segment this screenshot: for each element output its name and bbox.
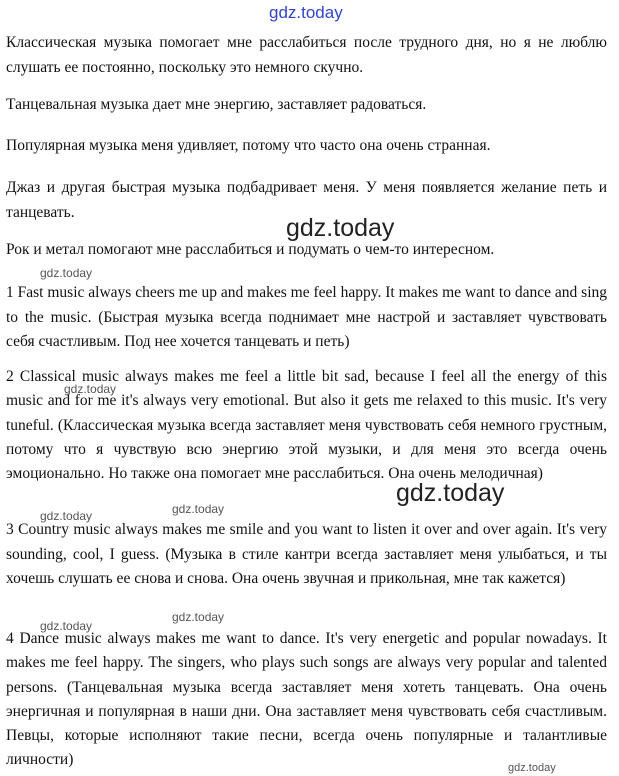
paragraph-classical-ru: Классическая музыка помогает мне расслабиться после трудного дня, но я не люблю слушать ее постоянно, поскольку это немного скучно. <box>6 34 607 76</box>
paragraph-jazz-ru: Джаз и другая быстрая музыка подбадривает меня. У меня появляется желание петь и танцевать. <box>6 179 607 221</box>
watermark-large-2: gdz.today <box>396 479 505 507</box>
watermark-small-3: gdz.today <box>40 509 93 523</box>
watermark-small-2: gdz.today <box>64 382 117 396</box>
paragraph-item-2: 2 Classical music always makes me feel a little bit sad, because I feel all the energy of this music and for me it's always very emotional. But also it gets me relaxed to this music. It's very tuneful. (Классическая музыка всегда заставляет меня чувствовать себя немного грустным, потому что я чувствую всю энергию этой музыки, и для меня это всегда очень эмоционально. Но также она помогает мне расслабиться. Она очень мелодичная) <box>6 368 607 483</box>
watermark-small-4: gdz.today <box>172 502 225 516</box>
watermark-large-1: gdz.today <box>286 214 395 242</box>
watermark-small-1: gdz.today <box>40 266 93 280</box>
watermark-small-5: gdz.today <box>40 619 93 633</box>
paragraph-item-4: 4 Dance music always makes me want to dance. It's very energetic and popular nowadays. It makes me feel happy. The singers, who plays such songs are always very popular and talented persons. (Танцевальная музыка всегда заставляет меня хотеть танцевать. Она очень энергичная и популярная в наши дни. Она заставляет меня чувствовать себя счастливым. Певцы, которые исполняют такие песни, всегда очень популярные и талантливые личности) <box>6 630 607 769</box>
paragraph-item-3: 3 Country music always makes me smile and you want to listen it over and over again. It's very sounding, cool, I guess. (Музыка в стиле кантри всегда заставляет меня улыбаться, и ты хочешь слушать ее снова и снова. Она очень звучная и прикольная, мне так кажется) <box>6 521 607 587</box>
paragraph-item-1: 1 Fast music always cheers me up and makes me feel happy. It makes me want to dance and sing to the music. (Быстрая музыка всегда поднимает мне настрой и заставляет чувствовать себя счастливым. Под нее хочется танцевать и петь) <box>6 284 607 350</box>
watermark-top: gdz.today <box>269 3 343 22</box>
paragraph-dance-ru: Танцевальная музыка дает мне энергию, заставляет радоваться. <box>6 96 427 113</box>
paragraph-rock-ru: Рок и метал помогают мне расслабиться и подумать о чем-то интересном. <box>6 241 495 258</box>
watermark-small-6: gdz.today <box>172 610 225 624</box>
paragraph-pop-ru: Популярная музыка меня удивляет, потому что часто она очень странная. <box>6 137 491 154</box>
watermark-small-7: gdz.today <box>508 762 556 774</box>
